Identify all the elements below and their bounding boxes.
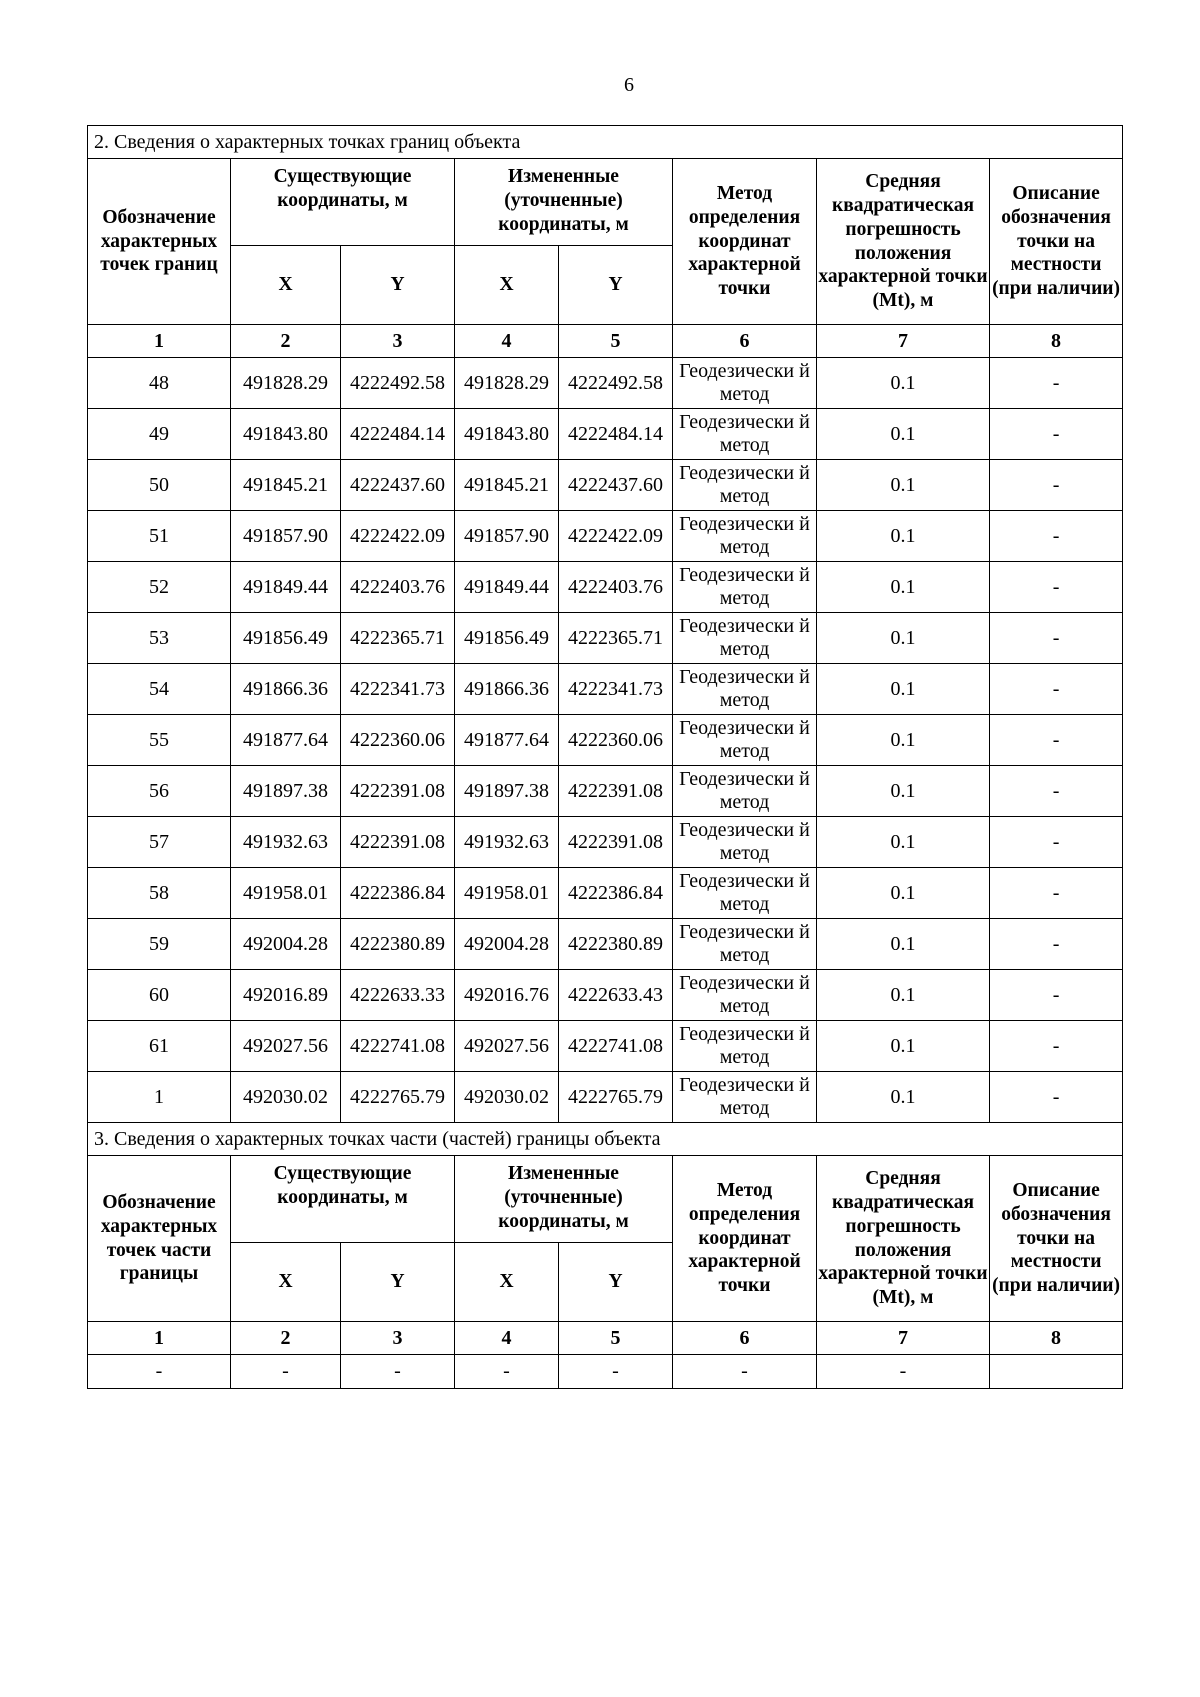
method-cell: Геодезически й метод (673, 919, 817, 970)
point-designation-cell: 49 (88, 409, 231, 460)
column-number: 3 (341, 325, 455, 358)
changed-y-cell: 4222365.71 (559, 613, 673, 664)
existing-x-cell: 492016.89 (231, 970, 341, 1021)
existing-x-cell: 491958.01 (231, 868, 341, 919)
column-number: 2 (231, 1322, 341, 1355)
existing-y-cell: 4222341.73 (341, 664, 455, 715)
description-cell: - (990, 970, 1123, 1021)
existing-y-cell: 4222484.14 (341, 409, 455, 460)
header-description: Описание обозначения точки на местности (при наличии) (990, 159, 1123, 325)
point-designation-cell: 61 (88, 1021, 231, 1072)
changed-y-cell: 4222437.60 (559, 460, 673, 511)
point-designation-cell: 1 (88, 1072, 231, 1123)
method-cell: Геодезически й метод (673, 409, 817, 460)
point-designation-cell: 54 (88, 664, 231, 715)
point-designation-cell: 60 (88, 970, 231, 1021)
changed-x-cell: 491958.01 (455, 868, 559, 919)
section-3-header-row (88, 1156, 1123, 1243)
point-designation-cell: 52 (88, 562, 231, 613)
column-number: 6 (673, 325, 817, 358)
header-existing-y: Y (341, 1243, 455, 1322)
column-number: 4 (455, 325, 559, 358)
section-3-column-numbers (88, 1322, 1123, 1355)
table-row (88, 919, 1123, 970)
existing-x-cell: 491849.44 (231, 562, 341, 613)
description-cell: - (990, 358, 1123, 409)
existing-y-cell: 4222360.06 (341, 715, 455, 766)
section-2-title: 2. Сведения о характерных точках границ объекта (88, 126, 1123, 159)
header-description: Описание обозначения точки на местности (при наличии) (990, 1156, 1123, 1322)
existing-y-cell: 4222422.09 (341, 511, 455, 562)
description-cell: - (990, 664, 1123, 715)
column-number: 8 (990, 325, 1123, 358)
point-designation-cell: - (88, 1355, 231, 1389)
existing-x-cell: 492030.02 (231, 1072, 341, 1123)
method-cell: - (673, 1355, 817, 1389)
method-cell: Геодезически й метод (673, 817, 817, 868)
changed-x-cell: 491932.63 (455, 817, 559, 868)
column-number: 5 (559, 325, 673, 358)
existing-x-cell: - (231, 1355, 341, 1389)
changed-y-cell: 4222386.84 (559, 868, 673, 919)
column-number: 8 (990, 1322, 1123, 1355)
error-cell: 0.1 (817, 970, 990, 1021)
header-changed-coordinates: Измененные (уточненные) координаты, м (455, 159, 673, 246)
changed-x-cell: 492004.28 (455, 919, 559, 970)
changed-y-cell: 4222403.76 (559, 562, 673, 613)
table-row (88, 511, 1123, 562)
changed-y-cell: 4222633.43 (559, 970, 673, 1021)
description-cell: - (990, 1072, 1123, 1123)
changed-x-cell: 491849.44 (455, 562, 559, 613)
existing-x-cell: 491856.49 (231, 613, 341, 664)
header-changed-x: X (455, 1243, 559, 1322)
column-number: 5 (559, 1322, 673, 1355)
changed-x-cell: - (455, 1355, 559, 1389)
existing-y-cell: 4222437.60 (341, 460, 455, 511)
existing-x-cell: 492027.56 (231, 1021, 341, 1072)
section-2-column-numbers (88, 325, 1123, 358)
column-number: 1 (88, 325, 231, 358)
header-existing-coordinates: Существующие координаты, м (231, 1156, 455, 1243)
changed-x-cell: 491857.90 (455, 511, 559, 562)
error-cell: 0.1 (817, 562, 990, 613)
changed-y-cell: 4222380.89 (559, 919, 673, 970)
description-cell: - (990, 766, 1123, 817)
changed-x-cell: 492027.56 (455, 1021, 559, 1072)
description-cell: - (990, 817, 1123, 868)
description-cell: - (990, 919, 1123, 970)
description-cell: - (990, 715, 1123, 766)
header-existing-coordinates: Существующие координаты, м (231, 159, 455, 246)
table-row (88, 460, 1123, 511)
header-changed-coordinates: Измененные (уточненные) координаты, м (455, 1156, 673, 1243)
description-cell: - (990, 613, 1123, 664)
method-cell: Геодезически й метод (673, 868, 817, 919)
table-row (88, 1355, 1123, 1389)
changed-x-cell: 491866.36 (455, 664, 559, 715)
changed-x-cell: 492016.76 (455, 970, 559, 1021)
header-error: Средняя квадратическая погрешность положения характерной точки (Mt), м (817, 159, 990, 325)
changed-y-cell: 4222341.73 (559, 664, 673, 715)
existing-y-cell: 4222492.58 (341, 358, 455, 409)
method-cell: Геодезически й метод (673, 1021, 817, 1072)
existing-x-cell: 491843.80 (231, 409, 341, 460)
table-row (88, 766, 1123, 817)
method-cell: Геодезически й метод (673, 460, 817, 511)
existing-y-cell: 4222391.08 (341, 817, 455, 868)
point-designation-cell: 48 (88, 358, 231, 409)
existing-y-cell: 4222365.71 (341, 613, 455, 664)
changed-y-cell: 4222360.06 (559, 715, 673, 766)
existing-y-cell: 4222403.76 (341, 562, 455, 613)
existing-y-cell: 4222391.08 (341, 766, 455, 817)
point-designation-cell: 57 (88, 817, 231, 868)
description-cell: - (990, 409, 1123, 460)
existing-x-cell: 491877.64 (231, 715, 341, 766)
header-designation: Обозначение характерных точек границ (88, 159, 231, 325)
error-cell: 0.1 (817, 919, 990, 970)
header-method: Метод определения координат характерной точки (673, 159, 817, 325)
section-2-header-row (88, 159, 1123, 246)
changed-y-cell: 4222391.08 (559, 817, 673, 868)
method-cell: Геодезически й метод (673, 1072, 817, 1123)
existing-x-cell: 491857.90 (231, 511, 341, 562)
section-2-body (88, 126, 1123, 1123)
changed-y-cell: 4222492.58 (559, 358, 673, 409)
header-existing-x: X (231, 246, 341, 325)
header-existing-y: Y (341, 246, 455, 325)
column-number: 1 (88, 1322, 231, 1355)
table-row (88, 868, 1123, 919)
changed-x-cell: 491856.49 (455, 613, 559, 664)
method-cell: Геодезически й метод (673, 358, 817, 409)
header-error: Средняя квадратическая погрешность положения характерной точки (Mt), м (817, 1156, 990, 1322)
error-cell: 0.1 (817, 664, 990, 715)
description-cell: - (990, 1021, 1123, 1072)
method-cell: Геодезически й метод (673, 664, 817, 715)
column-number: 6 (673, 1322, 817, 1355)
error-cell: 0.1 (817, 1072, 990, 1123)
section-3-body (88, 1123, 1123, 1389)
error-cell: 0.1 (817, 817, 990, 868)
table-row (88, 409, 1123, 460)
changed-y-cell: 4222741.08 (559, 1021, 673, 1072)
existing-x-cell: 491866.36 (231, 664, 341, 715)
error-cell: 0.1 (817, 460, 990, 511)
changed-x-cell: 491828.29 (455, 358, 559, 409)
error-cell: 0.1 (817, 409, 990, 460)
existing-x-cell: 492004.28 (231, 919, 341, 970)
table-row (88, 358, 1123, 409)
existing-y-cell: - (341, 1355, 455, 1389)
error-cell: - (817, 1355, 990, 1389)
changed-y-cell: 4222765.79 (559, 1072, 673, 1123)
existing-y-cell: 4222765.79 (341, 1072, 455, 1123)
table-row (88, 715, 1123, 766)
existing-y-cell: 4222633.33 (341, 970, 455, 1021)
coordinates-table (87, 125, 1123, 1389)
header-changed-x: X (455, 246, 559, 325)
changed-x-cell: 491843.80 (455, 409, 559, 460)
header-changed-y: Y (559, 246, 673, 325)
method-cell: Геодезически й метод (673, 613, 817, 664)
method-cell: Геодезически й метод (673, 766, 817, 817)
changed-x-cell: 491897.38 (455, 766, 559, 817)
description-cell (990, 1355, 1123, 1389)
header-method: Метод определения координат характерной точки (673, 1156, 817, 1322)
method-cell: Геодезически й метод (673, 562, 817, 613)
point-designation-cell: 56 (88, 766, 231, 817)
page-number: 6 (624, 74, 634, 96)
point-designation-cell: 58 (88, 868, 231, 919)
point-designation-cell: 51 (88, 511, 231, 562)
header-existing-x: X (231, 1243, 341, 1322)
column-number: 4 (455, 1322, 559, 1355)
method-cell: Геодезически й метод (673, 970, 817, 1021)
existing-x-cell: 491932.63 (231, 817, 341, 868)
method-cell: Геодезически й метод (673, 715, 817, 766)
existing-y-cell: 4222741.08 (341, 1021, 455, 1072)
existing-x-cell: 491828.29 (231, 358, 341, 409)
existing-y-cell: 4222380.89 (341, 919, 455, 970)
column-number: 2 (231, 325, 341, 358)
error-cell: 0.1 (817, 511, 990, 562)
table-row (88, 1021, 1123, 1072)
existing-y-cell: 4222386.84 (341, 868, 455, 919)
error-cell: 0.1 (817, 766, 990, 817)
error-cell: 0.1 (817, 868, 990, 919)
table-row (88, 664, 1123, 715)
table-row (88, 562, 1123, 613)
header-designation: Обозначение характерных точек части границы (88, 1156, 231, 1322)
column-number: 7 (817, 325, 990, 358)
method-cell: Геодезически й метод (673, 511, 817, 562)
point-designation-cell: 50 (88, 460, 231, 511)
column-number: 7 (817, 1322, 990, 1355)
changed-x-cell: 492030.02 (455, 1072, 559, 1123)
table-row (88, 613, 1123, 664)
changed-y-cell: 4222391.08 (559, 766, 673, 817)
point-designation-cell: 55 (88, 715, 231, 766)
column-number: 3 (341, 1322, 455, 1355)
point-designation-cell: 59 (88, 919, 231, 970)
error-cell: 0.1 (817, 715, 990, 766)
table-row (88, 970, 1123, 1021)
description-cell: - (990, 562, 1123, 613)
header-changed-y: Y (559, 1243, 673, 1322)
changed-x-cell: 491877.64 (455, 715, 559, 766)
changed-x-cell: 491845.21 (455, 460, 559, 511)
changed-y-cell: 4222484.14 (559, 409, 673, 460)
description-cell: - (990, 460, 1123, 511)
table-row (88, 1072, 1123, 1123)
point-designation-cell: 53 (88, 613, 231, 664)
changed-y-cell: 4222422.09 (559, 511, 673, 562)
description-cell: - (990, 868, 1123, 919)
error-cell: 0.1 (817, 1021, 990, 1072)
error-cell: 0.1 (817, 358, 990, 409)
error-cell: 0.1 (817, 613, 990, 664)
existing-x-cell: 491845.21 (231, 460, 341, 511)
changed-y-cell: - (559, 1355, 673, 1389)
table-row (88, 817, 1123, 868)
description-cell: - (990, 511, 1123, 562)
section-3-title: 3. Сведения о характерных точках части (частей) границы объекта (88, 1123, 1123, 1156)
existing-x-cell: 491897.38 (231, 766, 341, 817)
